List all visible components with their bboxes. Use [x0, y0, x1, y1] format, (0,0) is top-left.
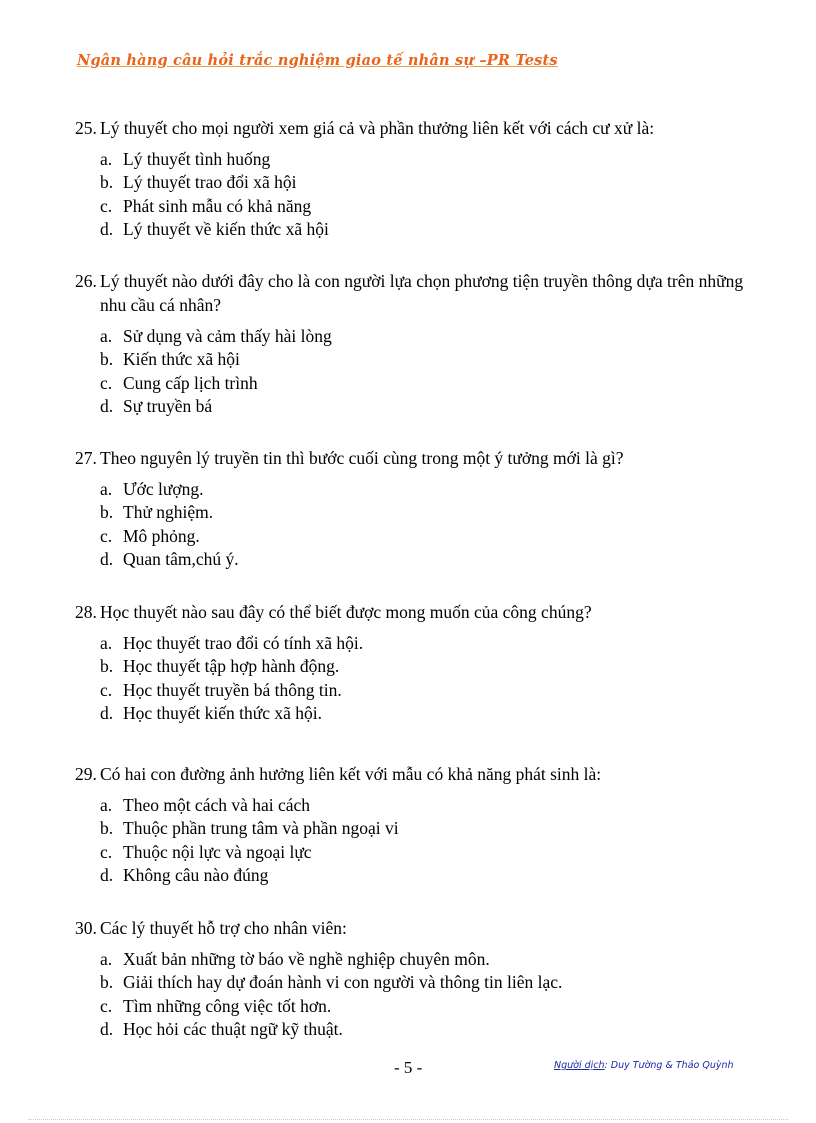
question-number: 28. — [75, 602, 97, 622]
answer-options — [75, 632, 745, 725]
question-30 — [75, 916, 745, 1041]
question-number: 27. — [75, 448, 97, 468]
answer-option-c — [100, 525, 745, 548]
option-text: Thuộc phần trung tâm và phần ngoại vi — [123, 818, 399, 839]
question-stem — [75, 916, 745, 940]
page-number: - 5 - — [394, 1058, 423, 1077]
answer-option-a — [100, 632, 745, 655]
answer-option-d — [100, 864, 745, 887]
question-stem — [75, 116, 745, 140]
question-number: 29. — [75, 764, 97, 784]
option-letter: d. — [100, 395, 114, 416]
page-bottom-divider — [28, 1119, 788, 1120]
option-letter: b. — [100, 818, 114, 839]
page-header-title: Ngân hàng câu hỏi trắc nghiệm giao tế nhân sự –PR Tests — [77, 52, 558, 69]
question-25 — [75, 116, 745, 241]
question-29 — [75, 762, 745, 887]
option-letter: d. — [100, 702, 114, 723]
question-28 — [75, 600, 745, 725]
answer-option-c — [100, 841, 745, 864]
answer-option-b — [100, 348, 745, 371]
question-stem — [75, 600, 745, 624]
question-text: Lý thuyết cho mọi người xem giá cả và phần thưởng liên kết với cách cư xử là: — [100, 118, 655, 138]
option-text: Quan tâm,chú ý. — [123, 548, 239, 569]
answer-option-a — [100, 478, 745, 501]
answer-option-c — [100, 679, 745, 702]
option-text: Sự truyền bá — [123, 395, 213, 416]
answer-option-a — [100, 148, 745, 171]
option-letter: c. — [100, 995, 113, 1016]
answer-option-c — [100, 195, 745, 218]
option-letter: d. — [100, 864, 114, 885]
option-letter: c. — [100, 195, 113, 216]
translator-credit — [554, 1060, 734, 1071]
option-letter: a. — [100, 795, 113, 815]
option-letter: b. — [100, 349, 114, 370]
answer-options — [75, 794, 745, 887]
answer-option-b — [100, 171, 745, 194]
option-text: Học thuyết tập hợp hành động. — [123, 656, 340, 677]
answer-option-a — [100, 948, 745, 971]
option-text: Giải thích hay dự đoán hành vi con người và thông tin liên lạc. — [123, 972, 563, 993]
option-text: Học thuyết kiến thức xã hội. — [123, 702, 323, 723]
option-text: Học thuyết truyền bá thông tin. — [123, 679, 342, 700]
option-letter: a. — [100, 149, 113, 169]
answer-option-d — [100, 218, 745, 241]
option-letter: c. — [100, 525, 113, 546]
option-letter: c. — [100, 372, 113, 393]
option-text: Phát sinh mẫu có khả năng — [123, 195, 312, 216]
option-letter: c. — [100, 841, 113, 862]
question-stem — [75, 269, 745, 317]
question-27 — [75, 446, 745, 571]
option-text: Lý thuyết trao đổi xã hội — [123, 172, 297, 193]
option-letter: a. — [100, 479, 113, 499]
question-number: 30. — [75, 918, 97, 938]
option-letter: d. — [100, 1018, 114, 1039]
option-letter: b. — [100, 656, 114, 677]
option-text: Xuất bản những tờ báo về nghề nghiệp chuyên môn. — [123, 949, 490, 969]
answer-option-b — [100, 817, 745, 840]
answer-option-d — [100, 548, 745, 571]
option-letter: b. — [100, 502, 114, 523]
option-letter: a. — [100, 326, 113, 346]
option-text: Không câu nào đúng — [123, 864, 269, 885]
option-text: Thuộc nội lực và ngoại lực — [123, 841, 312, 862]
question-stem — [75, 446, 745, 470]
option-letter: d. — [100, 548, 114, 569]
option-text: Sử dụng và cảm thấy hài lòng — [123, 326, 332, 346]
translator-label: Người dịch — [554, 1060, 605, 1071]
question-26 — [75, 269, 745, 418]
option-text: Cung cấp lịch trình — [123, 372, 258, 393]
answer-option-d — [100, 395, 745, 418]
answer-options — [75, 148, 745, 241]
option-letter: b. — [100, 172, 114, 193]
answer-option-c — [100, 995, 745, 1018]
option-text: Học thuyết trao đổi có tính xã hội. — [123, 633, 364, 653]
question-text: Học thuyết nào sau đây có thể biết được mong muốn của công chúng? — [100, 602, 592, 622]
question-text: Các lý thuyết hỗ trợ cho nhân viên: — [100, 918, 347, 938]
option-letter: a. — [100, 949, 113, 969]
option-text: Lý thuyết tình huống — [123, 149, 271, 169]
answer-option-d — [100, 702, 745, 725]
option-letter: c. — [100, 679, 113, 700]
answer-option-c — [100, 372, 745, 395]
option-text: Kiến thức xã hội — [123, 349, 240, 370]
answer-options — [75, 948, 745, 1041]
answer-option-d — [100, 1018, 745, 1041]
question-text: Theo nguyên lý truyền tin thì bước cuối cùng trong một ý tưởng mới là gì? — [100, 448, 624, 468]
answer-option-a — [100, 794, 745, 817]
answer-option-b — [100, 971, 745, 994]
answer-option-b — [100, 501, 745, 524]
translator-names: : Duy Tường & Thảo Quỳnh — [604, 1060, 734, 1071]
option-letter: b. — [100, 972, 114, 993]
option-text: Thử nghiệm. — [123, 502, 214, 523]
option-text: Ước lượng. — [123, 479, 204, 499]
answer-options — [75, 478, 745, 571]
option-text: Theo một cách và hai cách — [123, 795, 311, 815]
question-text: Có hai con đường ảnh hưởng liên kết với mẫu có khả năng phát sinh là: — [100, 764, 602, 784]
answer-options — [75, 325, 745, 418]
option-text: Lý thuyết về kiến thức xã hội — [123, 218, 329, 239]
option-text: Tìm những công việc tốt hơn. — [123, 995, 332, 1016]
option-text: Mô phỏng. — [123, 525, 200, 546]
option-letter: a. — [100, 633, 113, 653]
option-letter: d. — [100, 218, 114, 239]
answer-option-a — [100, 325, 745, 348]
question-text: Lý thuyết nào dưới đây cho là con người lựa chọn phương tiện truyền thông dựa trên những nhu cầu cá nhân? — [100, 271, 744, 315]
option-text: Học hỏi các thuật ngữ kỹ thuật. — [123, 1018, 343, 1039]
question-number: 25. — [75, 118, 97, 138]
question-number: 26. — [75, 271, 97, 291]
answer-option-b — [100, 655, 745, 678]
question-stem — [75, 762, 745, 786]
